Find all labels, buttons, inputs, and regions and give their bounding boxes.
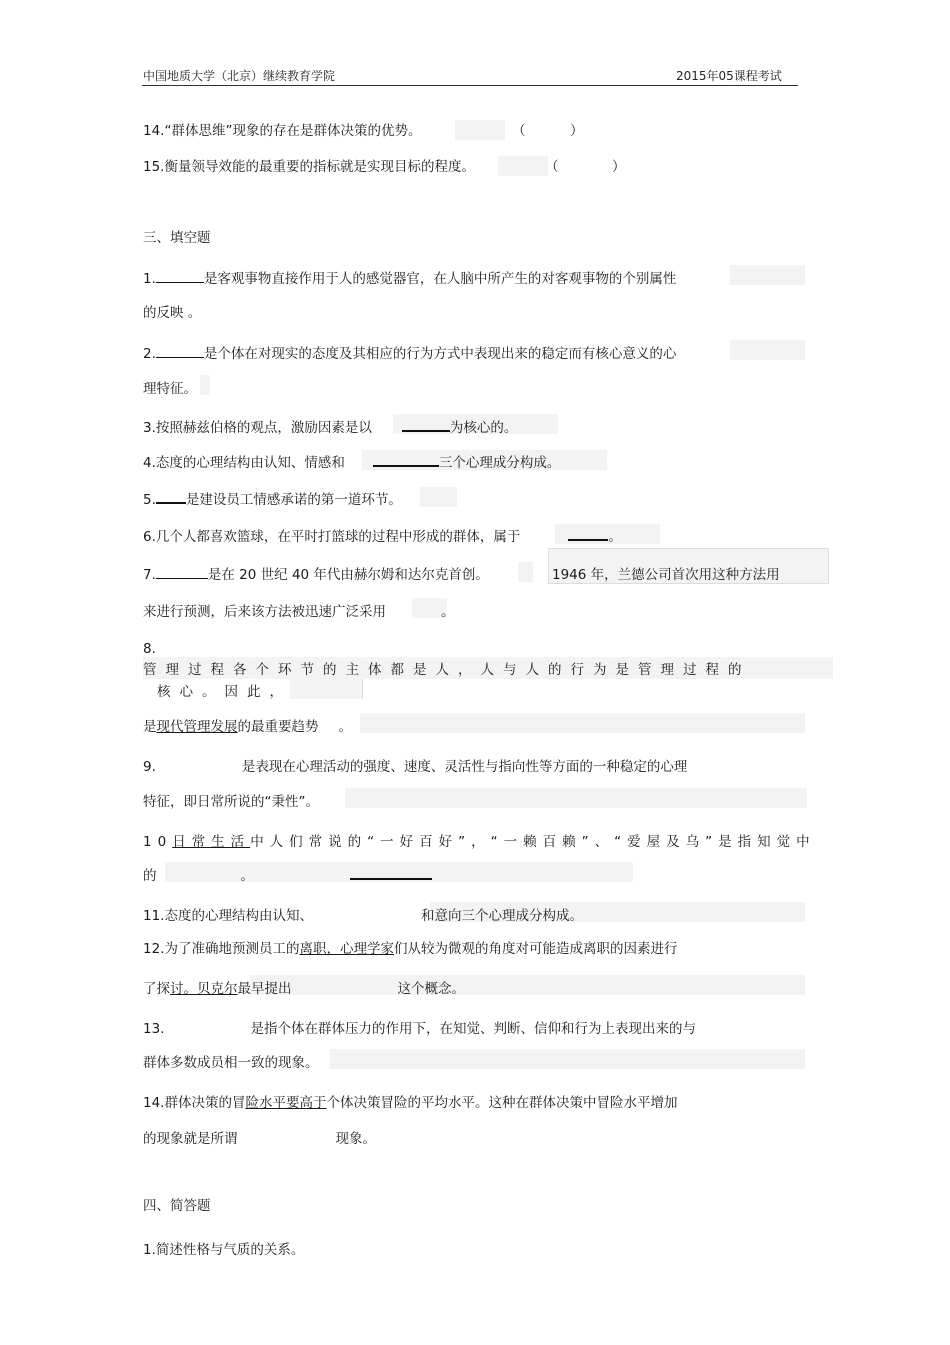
fill-q8-line3: 是现代管理发展的最重要趋势 。 — [143, 719, 352, 735]
fill-q12-line1: 12.为了准确地预测员工的离职，心理学家们从较为微观的角度对可能造成离职的因素进行 — [143, 941, 678, 957]
fill-q12-line2: 了探讨。贝克尔最早提出 这个概念。 — [143, 981, 465, 997]
fill-q7-line1b: 1946 年，兰德公司首次用这种方法用 — [552, 567, 780, 583]
fill-q7-line2: 来进行预测，后来该方法被迅速广泛采用 — [143, 604, 386, 620]
short-answer-q1: 1.简述性格与气质的关系。 — [143, 1242, 305, 1258]
fill-q1-line1: 1. 是客观事物直接作用于人的感觉器官，在人脑中所产生的对客观事物的个别属性 — [143, 267, 676, 287]
header-exam-date: 2015年05课程考试 — [676, 69, 782, 83]
fill-q2-line1: 2. 是个体在对现实的态度及其相应的行为方式中表现出来的稳定而有核心意义的心 — [143, 342, 676, 362]
fill-q8-num: 8. — [143, 641, 156, 657]
header-school: 中国地质大学（北京）继续教育学院 — [143, 69, 336, 83]
fill-q7-line2-end: 。 — [441, 604, 455, 620]
fill-q3-blank[interactable] — [402, 416, 450, 432]
fill-q10-blank[interactable] — [350, 864, 432, 880]
fill-q3: 3.按照赫兹伯格的观点，激励因素是以 为核心的。 — [143, 416, 517, 436]
fill-q4: 4.态度的心理结构由认知、情感和 三个心理成分构成。 — [143, 451, 560, 471]
fill-q6: 6.几个人都喜欢篮球，在平时打篮球的过程中形成的群体，属于 。 — [143, 525, 622, 545]
judge-q14-paren-left: （ — [512, 123, 526, 139]
fill-q8-line1: 管理过程各个环节的主体都是人，人与人的行为是管理过程的 — [143, 662, 751, 678]
fill-q9-line1: 9. 是表现在心理活动的强度、速度、灵活性与指向性等方面的一种稳定的心理 — [143, 759, 688, 775]
fill-q14-line2: 的现象就是所谓 现象。 — [143, 1131, 376, 1147]
header-rule — [142, 85, 798, 86]
fill-q6-blank[interactable] — [568, 525, 608, 541]
fill-q1-blank[interactable] — [156, 268, 204, 283]
fill-q13-line2: 群体多数成员相一致的现象。 — [143, 1055, 319, 1071]
fill-q7-line1: 7. 是在 20 世纪 40 年代由赫尔姆和达尔克首创。 — [143, 563, 489, 583]
fill-q8-line2: 核心。因此， — [157, 684, 292, 700]
judge-q15: 15.衡量领导效能的最重要的指标就是实现目标的程度。 — [143, 159, 475, 175]
judge-q15-paren-left: （ — [545, 159, 559, 175]
fill-q11: 11.态度的心理结构由认知、 和意向三个心理成分构成。 — [143, 908, 583, 924]
section-3-title: 三、填空题 — [143, 230, 211, 246]
section-4-title: 四、简答题 — [143, 1198, 211, 1214]
judge-q14: 14.“群体思维”现象的存在是群体决策的优势。 — [143, 123, 422, 139]
fill-q2-line2: 理特征。 — [143, 381, 197, 397]
fill-q10-line1: 10日常生活中人们常说的“一好百好”，“一赖百赖”、“爱屋及乌”是指知觉中 — [143, 834, 816, 850]
fill-q5: 5. 是建设员工情感承诺的第一道环节。 — [143, 488, 402, 508]
fill-q1-line2: 的反映 。 — [143, 305, 202, 321]
fill-q13-line1: 13. 是指个体在群体压力的作用下，在知觉、判断、信仰和行为上表现出来的与 — [143, 1021, 696, 1037]
fill-q9-line2: 特征，即日常所说的“秉性”。 — [143, 794, 319, 810]
fill-q5-blank[interactable] — [156, 488, 186, 504]
judge-q15-paren-right: ） — [612, 159, 626, 175]
fill-q7-blank[interactable] — [156, 564, 208, 579]
fill-q2-blank[interactable] — [156, 343, 204, 358]
fill-q14-line1: 14.群体决策的冒险水平要高于个体决策冒险的平均水平。这种在群体决策中冒险水平增加 — [143, 1095, 678, 1111]
fill-q10-line2: 的 。 — [143, 864, 432, 884]
judge-q14-paren-right: ） — [570, 123, 584, 139]
fill-q4-blank[interactable] — [373, 451, 439, 467]
